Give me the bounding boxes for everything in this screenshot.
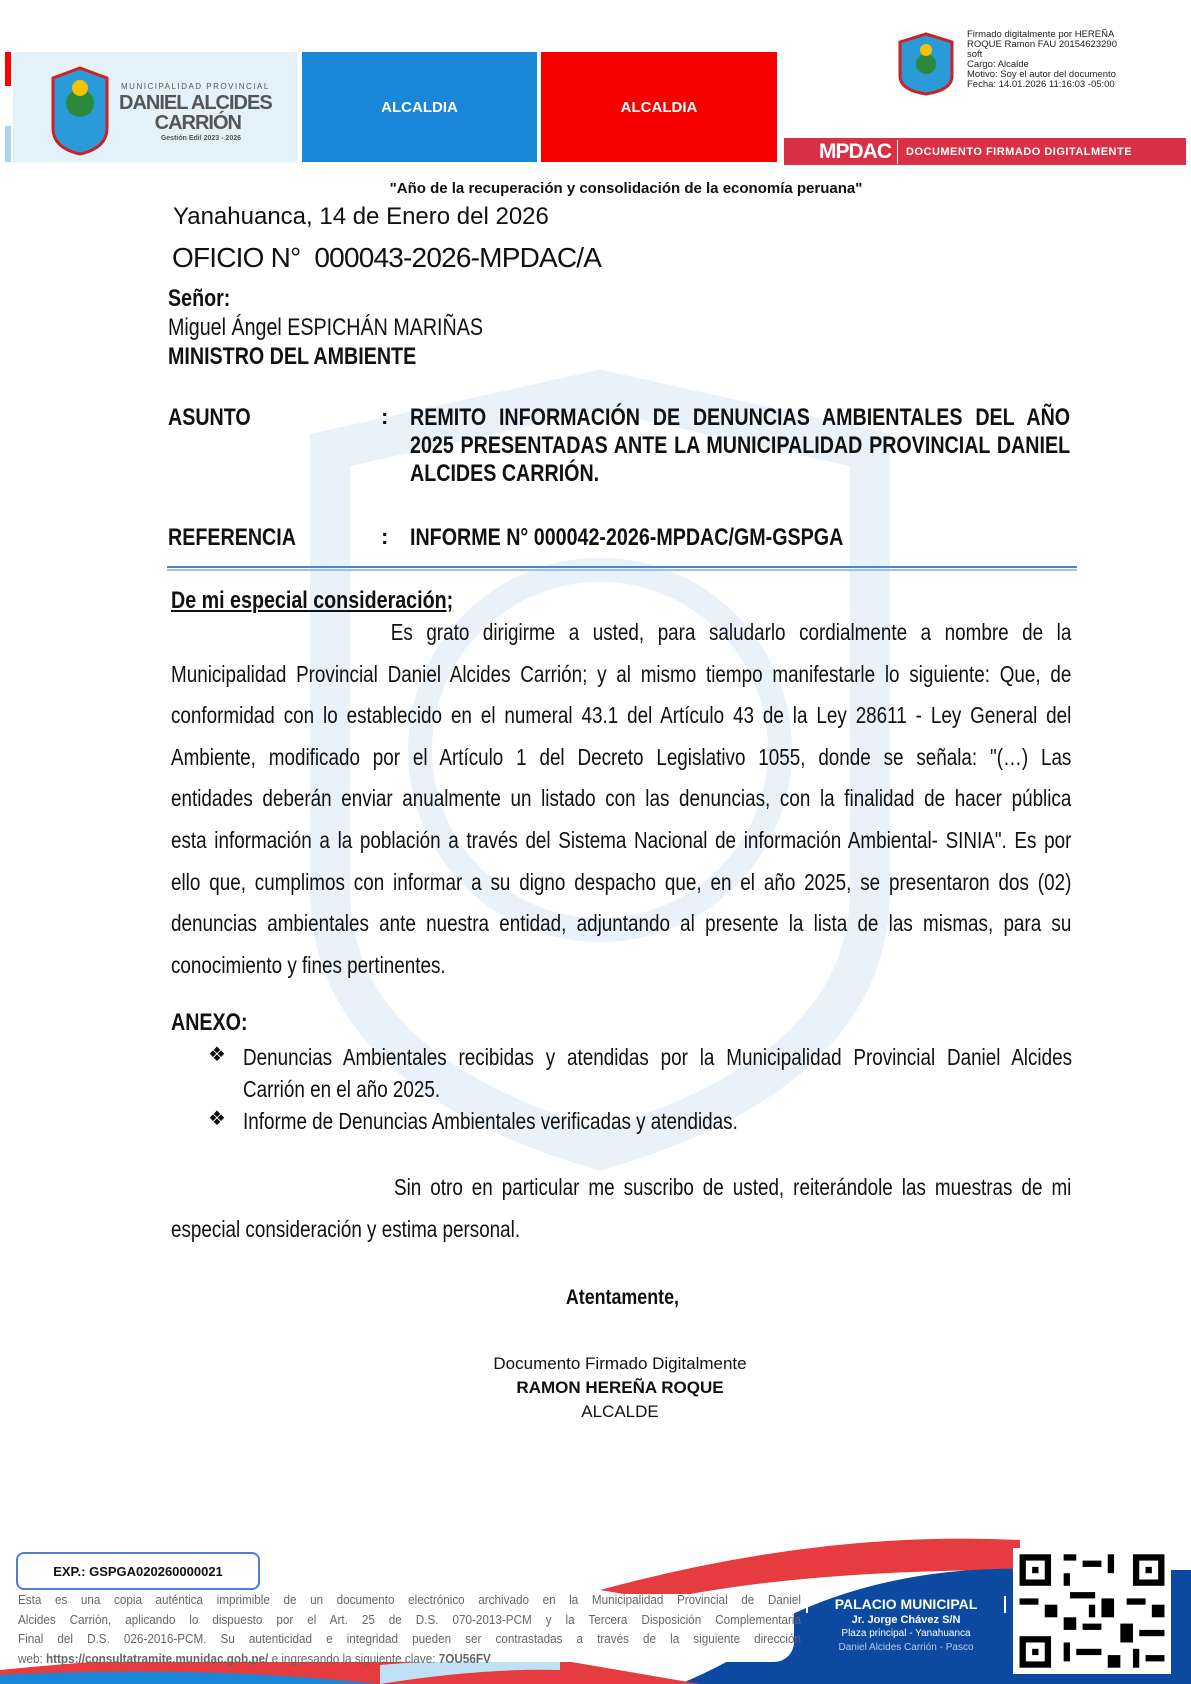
municipality-logo-panel [13,52,297,162]
signer-role: ALCALDE [581,1402,659,1421]
sign-off: Atentamente, [565,1286,679,1309]
clave-text: e ingresando la siguiente clave: [271,1650,436,1666]
asunto-label: ASUNTO [168,404,251,431]
closing-line: Sin otro en particular me suscribo de usted, reiterándole las muestras de mi [394,1174,1072,1200]
signature-crest-icon [896,28,956,96]
body-line: ello que, cumplimos con informar a su digno despacho que, en el año 2025, se presentaron dos (02) [171,868,1072,895]
greeting: De mi especial consideración; [171,587,454,614]
org-name-1: DANIEL ALCIDES [119,92,272,114]
banner-text: DOCUMENTO FIRMADO DIGITALMENTE [906,145,1133,158]
consult-url[interactable]: https://consultatramite.munidac.gob.pe/ [45,1650,269,1666]
expediente-box: EXP.: GSPGA020260000021 [16,1552,260,1590]
body-line: Es grato dirigirme a usted, para saludarlo cordialmente a nombre de la [390,619,1072,645]
digital-signature-text [967,30,1117,90]
body-line: conformidad con lo establecido en el numeral 43.1 del Artículo 43 de la Ley 28611 - Ley General del [171,702,1072,729]
closing-line: especial consideración y estima personal. [171,1215,521,1242]
anexo-item [243,1041,1072,1105]
recipient-title: MINISTRO DEL AMBIENTE [168,343,417,370]
sig-line: Cargo: Alcalde [967,59,1029,70]
oficio-number: OFICIO N° 000043-2026-MPDAC/A [172,242,602,273]
asunto-line: REMITO INFORMACIÓN DE DENUNCIAS AMBIENTALES DEL AÑO [410,404,1071,431]
banner-brand: MPDAC [784,140,898,164]
sig-line: ROQUE Ramon FAU 20154623290 [967,39,1117,50]
body-line: Municipalidad Provincial Daniel Alcides Carrión; y al mismo tiempo manifestarle lo siguiente: Que, de [171,660,1072,687]
bullet-icon: ❖ [208,1044,226,1066]
letter-body [171,612,1071,986]
web-label: web: [18,1650,43,1666]
bullet-icon: ❖ [208,1108,226,1130]
sig-line: Motivo: Soy el autor del documento [967,69,1116,80]
anexo-line: Carrión en el año 2025. [243,1076,441,1102]
org-name-2: CARRIÓN [154,112,241,134]
sig-line: soft [967,49,983,60]
asunto-text [410,404,1070,488]
gestion-text: Gestión Edil 2023 - 2026 [160,135,241,142]
left-red-stripe [5,52,11,86]
year-motto: "Año de la recuperación y consolidación de la economía peruana" [389,180,863,197]
digital-signature-banner [784,138,1186,165]
signer-block [0,1352,1191,1424]
sig-line: Fecha: 14.01.2026 11:16:03 -05:00 [967,79,1115,90]
body-line: esta información a la población a través del Sistema Nacional de información Ambiental- SINIA". Es por [171,826,1072,853]
signer-name: RAMON HEREÑA ROQUE [516,1378,724,1397]
alcaldia-red-box: ALCALDIA [541,52,777,162]
alcaldia-blue-box: ALCALDIA [302,52,537,162]
body-line: denuncias ambientales ante nuestra entidad, adjuntando al presente la lista de las mismas, para su [171,910,1072,937]
address-line: Daniel Alcides Carrión - Pasco [838,1642,974,1653]
legal-line: Esta es una copia auténtica imprimible de un documento electrónico archivado en la Municipalidad Provincial de Daniel [18,1592,801,1607]
salutation: Señor: [168,285,231,312]
signature-note: Documento Firmado Digitalmente [493,1354,747,1373]
referencia-label: REFERENCIA [168,524,296,551]
body-line: conocimiento y fines pertinentes. [171,951,446,978]
palacio-title: PALACIO MUNICIPAL [806,1596,1006,1613]
address-line: Jr. Jorge Chávez S/N [851,1614,961,1626]
municipality-crest-icon [49,58,111,156]
anexo-line: Denuncias Ambientales recibidas y atendidas por la Municipalidad Provincial Daniel Alcides [243,1044,1073,1070]
referencia-colon: : [381,524,389,549]
body-line: Ambiente, modificado por el Artículo 1 del Decreto Legislativo 1055, donde se señala: "(…) Las [171,743,1072,770]
palacio-municipal-block [806,1596,1006,1655]
legal-line: Final del D.S. 026-2016-PCM. Su autenticidad e integridad pueden ser contrastadas a través de la siguiente dirección [18,1631,801,1646]
left-blue-stripe [5,126,11,162]
legal-line: Alcides Carrión, aplicando lo dispuesto por el Art. 25 de D.S. 070-2013-PCM y la Tercera Disposición Complementaria [18,1611,801,1627]
qr-code-icon[interactable] [1013,1548,1171,1674]
org-small: MUNICIPALIDAD PROVINCIAL [121,82,270,91]
asunto-colon: : [381,404,389,429]
asunto-line: 2025 PRESENTADAS ANTE LA MUNICIPALIDAD PROVINCIAL DANIEL [410,432,1071,459]
clave-code: 7OU56FV [438,1650,491,1666]
section-divider [167,566,1077,571]
recipient-name: Miguel Ángel ESPICHÁN MARIÑAS [168,314,483,341]
referencia-value: INFORME N° 000042-2026-MPDAC/GM-GSPGA [410,524,844,551]
recipient-block [168,284,483,371]
letter-date: Yanahuanca, 14 de Enero del 2026 [173,203,549,230]
address-line: Plaza principal - Yanahuanca [841,1628,971,1639]
body-line: entidades deberán enviar anualmente un listado con las denuncias, con la finalidad de hacer pública [171,785,1072,812]
anexo-label: ANEXO: [171,1009,248,1036]
sig-line: Firmado digitalmente por HEREÑA [967,29,1115,40]
footer-legal-text [18,1590,801,1668]
asunto-line: ALCIDES CARRIÓN. [410,460,600,487]
closing-paragraph [171,1167,1071,1250]
anexo-item: Informe de Denuncias Ambientales verificadas y atendidas. [243,1108,738,1134]
